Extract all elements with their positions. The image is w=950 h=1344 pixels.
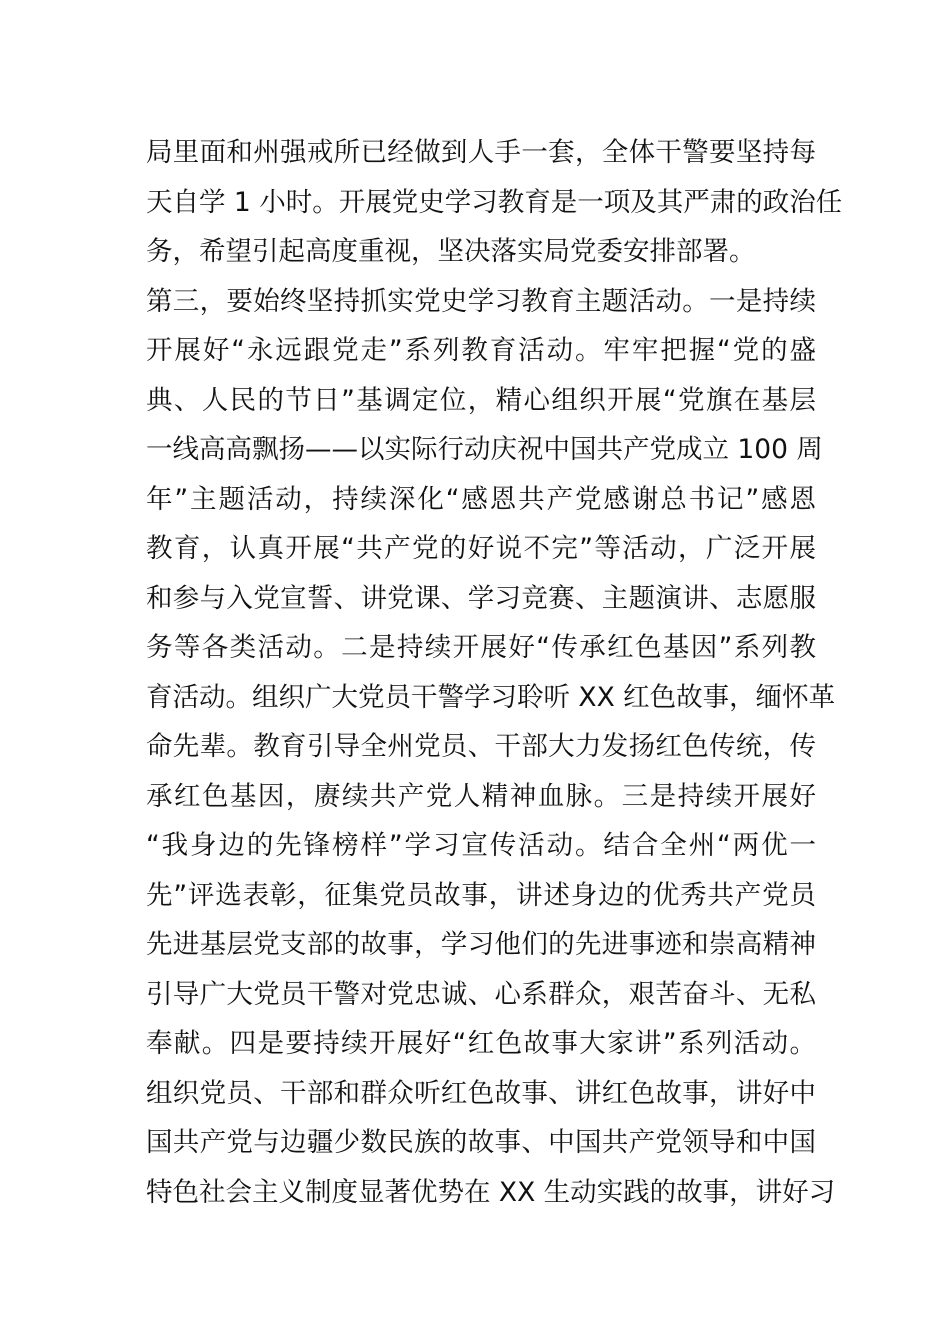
text-line: 组织党员、干部和群众听红色故事、讲红色故事，讲好中 (146, 1077, 816, 1109)
text-line: 开展好“永远跟党走”系列教育活动。牢牢把握“党的盛 (146, 335, 816, 366)
text-line: 年”主题活动，持续深化“感恩共产党感谢总书记”感恩 (146, 483, 816, 515)
text-line: 承红色基因，赓续共产党人精神血脉。三是持续开展好 (146, 780, 816, 812)
text-line: 国共产党与边疆少数民族的故事、中国共产党领导和中国 (146, 1127, 816, 1158)
text-line: 天自学 1 小时。开展党史学习教育是一项及其严肃的政治任 (146, 186, 843, 218)
text-line: 命先辈。教育引导全州党员、干部大力发扬红色传统，传 (146, 731, 816, 762)
text-line: 第三，要始终坚持抓实党史学习教育主题活动。一是持续 (146, 285, 816, 317)
text-line: 局里面和州强戒所已经做到人手一套，全体干警要坚持每 (146, 137, 816, 168)
text-line: 一线高高飘扬——以实际行动庆祝中国共产党成立 100 周 (146, 434, 823, 465)
body-text (146, 128, 843, 1217)
text-line: 特色社会主义制度显著优势在 XX 生动实践的故事，讲好习 (146, 1176, 836, 1208)
text-line: 典、人民的节日”基调定位，精心组织开展“党旗在基层 (146, 384, 816, 416)
text-line: “我身边的先锋榜样”学习宣传活动。结合全州“两优一 (146, 830, 816, 861)
text-line: 教育，认真开展“共产党的好说不完”等活动，广泛开展 (146, 533, 816, 564)
text-line: 务，希望引起高度重视，坚决落实局党委安排部署。 (146, 236, 756, 267)
text-line: 务等各类活动。二是持续开展好“传承红色基因”系列教 (146, 632, 816, 663)
text-line: 先进基层党支部的故事，学习他们的先进事迹和崇高精神 (146, 929, 816, 960)
text-line: 奉献。四是要持续开展好“红色故事大家讲”系列活动。 (146, 1028, 816, 1059)
text-line: 和参与入党宣誓、讲党课、学习竞赛、主题演讲、志愿服 (146, 582, 816, 614)
text-line: 引导广大党员干警对党忠诚、心系群众，艰苦奋斗、无私 (146, 978, 816, 1010)
text-line: 先”评选表彰，征集党员故事，讲述身边的优秀共产党员 (146, 879, 816, 911)
text-line: 育活动。组织广大党员干警学习聆听 XX 红色故事，缅怀革 (146, 681, 836, 713)
